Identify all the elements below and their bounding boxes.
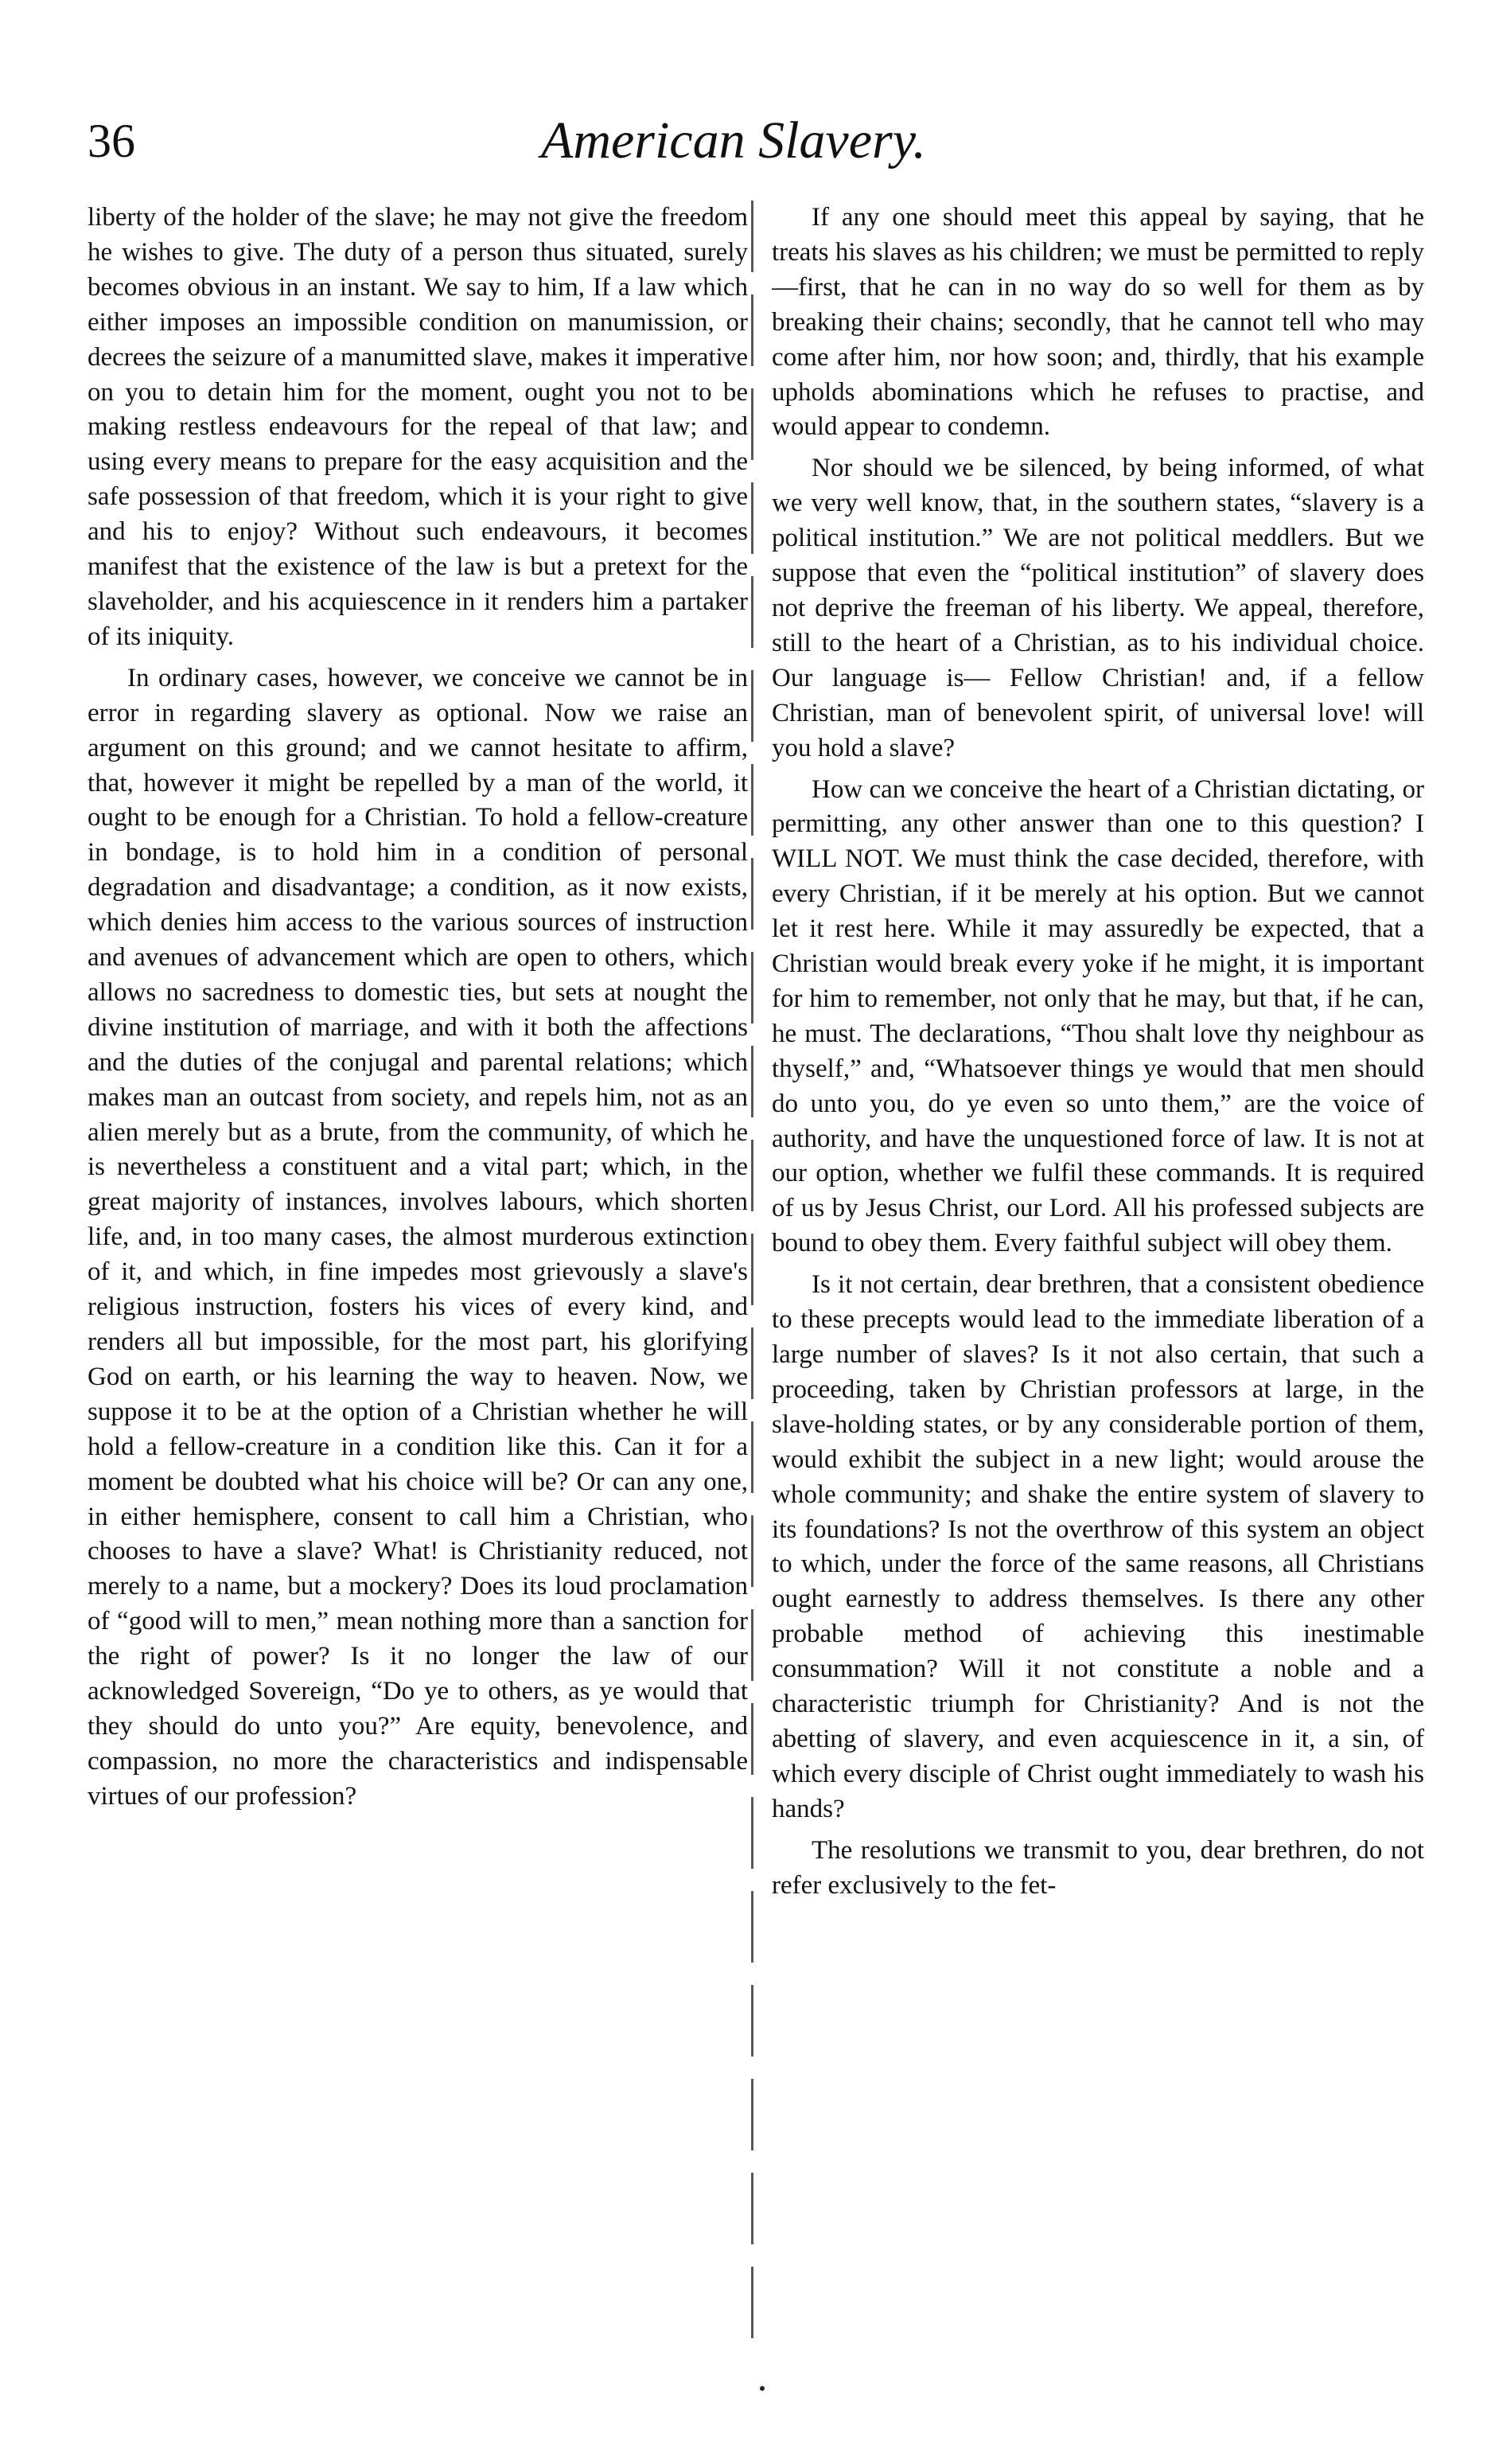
paragraph: How can we conceive the heart of a Christian dictating, or permitting, any other answer than one to this question? I WILL NOT. We must think the case decided, therefore, with every Christian, if it be merely at his option. But we cannot let it rest here. While it may assuredly be expected, that a Christian would break every yoke if he might, it is important for him to remember, not only that he may, but that, if he can, he must. The declarations, “Thou shalt love thy neighbour as thyself,” and, “Whatsoever things ye would that men should do unto you, do ye even so unto them,” are the voice of authority, and have the unquestioned force of law. It is not at our option, whether we fulfil these commands. It is required of us by Jesus Christ, our Lord. All his professed subjects are bound to obey them. Every faithful subject will obey them. (772, 774, 1424, 1258)
paragraph: If any one should meet this appeal by saying, that he treats his slaves as his children; we must be permitted to reply—first, that he can in no way do so well for them as by breaking their chains; secondly, that he cannot tell who may come after him, nor how soon; and, thirdly, that his example upholds abominations which he refuses to practise, and would appear to condemn. (772, 203, 1424, 442)
left-column (88, 201, 748, 2349)
column-divider (751, 201, 753, 2349)
page-header (88, 113, 979, 201)
right-column (772, 201, 1424, 2349)
paragraph: liberty of the holder of the slave; he may not give the freedom he wishes to give. The duty of a person thus situated, surely becomes obvious in an instant. We say to him, If a law which either imposes an impossible condition on manumission, or decrees the seizure of a manumitted slave, makes it imperative on you to detain him for the moment, ought you not to be making restless endeavours for the repeal of that law; and using every means to prepare for the easy acquisition and the safe possession of that freedom, which it is your right to give and his to enjoy? Without such endeavours, it becomes manifest that the existence of the law is but a pretext for the slaveholder, and his acquiescence in it renders him a partaker of its iniquity. (88, 203, 748, 651)
paragraph: Is it not certain, dear brethren, that a consistent obedience to these precepts would lead to the immediate liberation of a large number of slaves? Is it not also certain, that such a proceeding, taken by Christian professors at large, in the slave-holding states, or by any considerable portion of them, would exhibit the subject in a new light; would arouse the whole community; and shake the entire system of slavery to its foundations? Is not the overthrow of this system an object to which, under the force of the same reasons, all Christians ought earnestly to address themselves. Is there any other probable method of achieving this inestimable consummation? Will it not constitute a noble and a characteristic triumph for Christianity? And is not the abetting of slavery, and even acquiescence in it, a sin, of which every disciple of Christ ought immediately to wash his hands? (772, 1270, 1424, 1823)
paragraph: The resolutions we transmit to you, dear brethren, do not refer exclusively to the fet- (772, 1835, 1424, 1900)
printer-mark (760, 2386, 765, 2391)
page-number: 36 (88, 115, 135, 167)
running-title: American Slavery. (541, 111, 926, 170)
paragraph: Nor should we be silenced, by being informed, of what we very well know, that, in the southern states, “slavery is a political institution.” We are not political meddlers. But we suppose that even the “political institution” of slavery does not deprive the freeman of his liberty. We appeal, therefore, still to the heart of a Christian, as to his individual choice. Our language is— Fellow Christian! and, if a fellow Christian, man of benevolent spirit, of universal love! will you hold a slave? (772, 454, 1424, 762)
paragraph: In ordinary cases, however, we conceive we cannot be in error in regarding slavery as optional. Now we raise an argument on this ground; and we cannot hesitate to affirm, that, however it might be repelled by a man of the world, it ought to be enough for a Christian. To hold a fellow-creature in bondage, is to hold him in a condition of personal degradation and disadvantage; a condition, as it now exists, which denies him access to the various sources of instruction and avenues of advancement which are open to others, which allows no sacredness to domestic ties, but sets at nought the divine institution of marriage, and with it both the affections and the duties of the conjugal and parental relations; which makes man an outcast from society, and repels him, not as an alien merely but as a brute, from the community, of which he is nevertheless a constituent and a vital part; which, in the great majority of instances, involves labours, which shorten life, and, in too many cases, the almost murderous extinction of it, and which, in fine impedes most grievously a slave's religious instruction, fosters his vices of every kind, and renders all but impossible, for the most part, his glorifying God on earth, or his learning the way to heaven. Now, we suppose it to be at the option of a Christian whether he will hold a fellow-creature in a condition like this. Can it for a moment be doubted what his choice will be? Or can any one, in either hemisphere, consent to call him a Christian, who chooses to have a slave? What! is Christianity reduced, not merely to a name, but a mockery? Does its loud proclamation of “good will to men,” mean nothing more than a sanction for the right of power? Is it no longer the law of our acknowledged Sovereign, “Do ye to others, as ye would that they should do unto you?” Are equity, benevolence, and compassion, no more the characteristics and indispensable virtues of our profession? (88, 663, 748, 1811)
